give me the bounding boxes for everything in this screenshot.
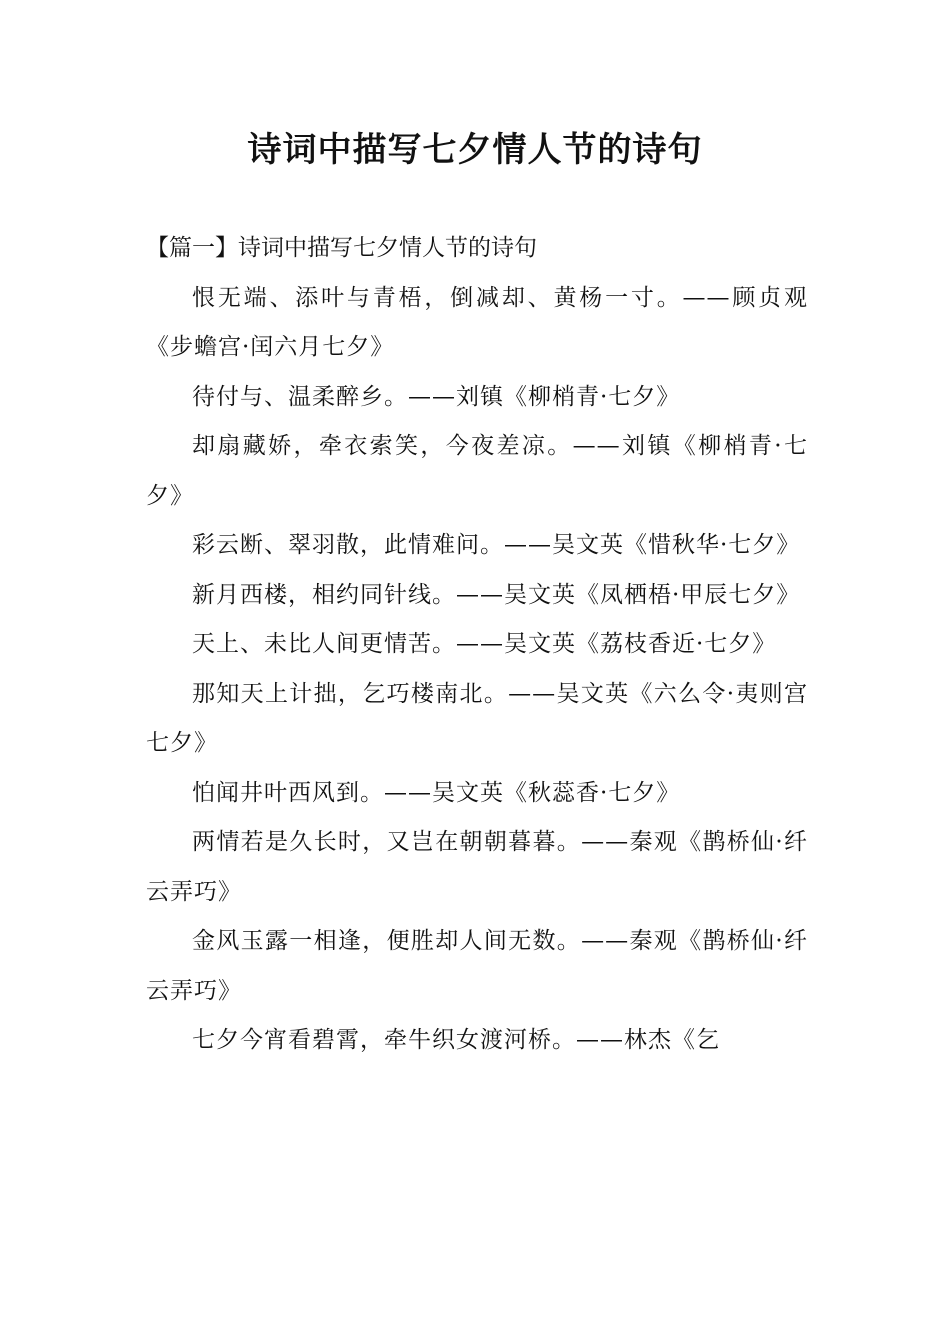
poem-line-9: 两情若是久长时，又岂在朝朝暮暮。——秦观《鹊桥仙·纤云弄巧》	[146, 829, 808, 905]
poem-line-5: 新月西楼，相约同针线。——吴文英《凤栖梧·甲辰七夕》	[192, 581, 801, 608]
document-title: 诗词中描写七夕情人节的诗句	[247, 130, 703, 170]
poem-line-8: 怕闻井叶西风到。——吴文英《秋蕊香·七夕》	[192, 779, 681, 806]
poem-line-3: 却扇藏娇，牵衣索笑，今夜差凉。——刘镇《柳梢青·七夕》	[146, 433, 808, 509]
poem-line-1: 恨无端、添叶与青梧，倒减却、黄杨一寸。——顾贞观《步蟾宫·闰六月七夕》	[146, 284, 808, 360]
poem-line-11: 七夕今宵看碧霄，牵牛织女渡河桥。——林杰《乞	[192, 1027, 720, 1053]
document-body	[146, 224, 808, 1066]
poem-line-2: 待付与、温柔醉乡。——刘镇《柳梢青·七夕》	[192, 383, 681, 410]
poem-line-6: 天上、未比人间更情苦。——吴文英《荔枝香近·七夕》	[192, 631, 777, 657]
poem-line-7: 那知天上计拙，乞巧楼南北。——吴文英《六么令·夷则宫七夕》	[146, 680, 808, 756]
section-heading: 【篇一】诗词中描写七夕情人节的诗句	[146, 235, 537, 261]
poem-line-4: 彩云断、翠羽散，此情难问。——吴文英《惜秋华·七夕》	[192, 532, 801, 558]
poem-line-10: 金风玉露一相逢，便胜却人间无数。——秦观《鹊桥仙·纤云弄巧》	[146, 928, 808, 1004]
